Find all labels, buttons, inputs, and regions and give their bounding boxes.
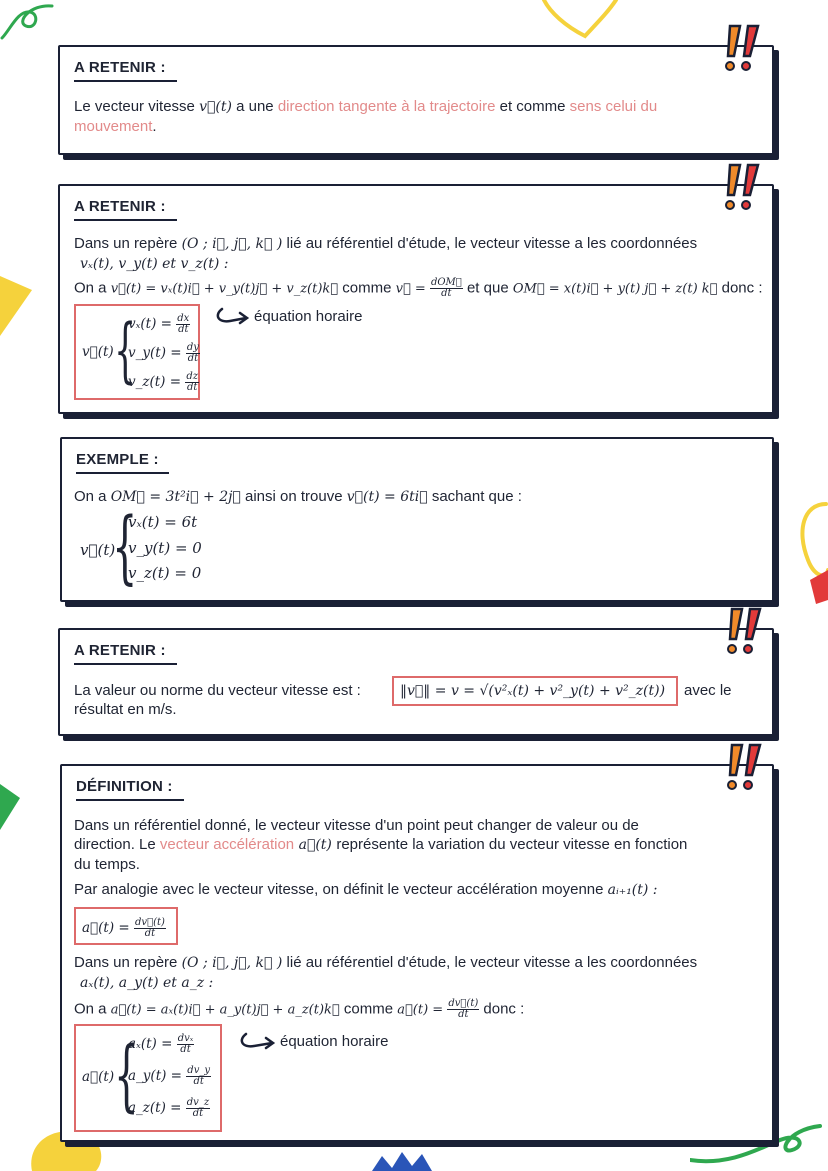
system-brace: { — [114, 309, 137, 391]
card-body-text: Dans un repère (O ; i⃗, j⃗, k⃗ ) lié au référentiel d'étude, le vecteur vitesse a les coordonnées vₓ(t), v_y(t) et v_z(t) : — [74, 235, 698, 272]
card-body-text: Dans un repère (O ; i⃗, j⃗, k⃗ ) lié au référentiel d'étude, le vecteur vitesse a les coordonnées aₓ(t), a_y(t) et a_z : — [74, 954, 698, 991]
equation-horaire-label: équation horaire — [280, 1033, 389, 1050]
decorative-shape-green-left — [0, 784, 22, 832]
decorative-swirl-green-top-left — [0, 0, 60, 45]
exclamation-icon — [720, 24, 766, 74]
norme-formula-box: ‖v⃗‖ = v = √(v²ₓ(t) + v²_y(t) + v²_z(t)) — [392, 676, 678, 706]
exclamation-icon — [722, 743, 768, 793]
card-body-text: On a OM⃗ = 3t²i⃗ + 2j⃗ ainsi on trouve v⃗(t) = 6ti⃗ sachant que : — [74, 488, 522, 505]
heading-text: EXEMPLE : — [76, 451, 159, 468]
card-body-text: Par analogie avec le vecteur vitesse, on définit le vecteur accélération moyenne aᵢ₊₁(t) : — [74, 881, 658, 898]
card-formula-line: On a a⃗(t) = aₓ(t)i⃗ + a_y(t)j⃗ + a_z(t)k⃗ comme a⃗(t) = $\frac{dv⃗(t)}{dt}$ donc : — [74, 998, 525, 1020]
system-row: v_z(t) = $\frac{dz}{dt}$ — [128, 371, 199, 393]
system-row: a_z(t) = $\frac{dv\_z}{dt}$ — [128, 1097, 210, 1119]
system-row: vₓ(t) = $\frac{dx}{dt}$ — [128, 313, 190, 335]
card-heading — [76, 778, 173, 801]
decorative-shape-red-right — [808, 570, 828, 606]
card-body-text: avec le — [684, 682, 732, 699]
system-brace: { — [112, 500, 138, 593]
system-brace: { — [114, 1031, 139, 1121]
card-heading — [74, 198, 166, 221]
acceleration-system-box — [74, 1024, 222, 1132]
heading-text: A RETENIR : — [74, 642, 166, 659]
card-heading — [76, 451, 159, 474]
card-retenir-direction — [58, 45, 774, 155]
card-formula-line: On a v⃗(t) = vₓ(t)i⃗ + v_y(t)j⃗ + v_z(t)k⃗ comme v⃗ = $\frac{\text{dOM⃗}}{dt}$ et que OM⃗ = x(t)i⃗ + y(t) j⃗ + z(t) k⃗ donc : — [74, 277, 763, 299]
card-retenir-coordonnees — [58, 184, 774, 414]
card-body-text: Dans un référentiel donné, le vecteur vitesse d'un point peut changer de valeur ou de direction. Le vecteur accélération a⃗(t) représente la variation du vecteur vitesse en fonction du temps. — [74, 817, 688, 873]
decorative-heart-yellow-top — [540, 0, 620, 40]
card-exemple — [60, 437, 774, 602]
card-heading — [74, 642, 166, 665]
heading-text: A RETENIR : — [74, 59, 166, 76]
system-lhs: v⃗(t) — [80, 541, 116, 559]
decorative-triangle-yellow-left — [0, 270, 34, 340]
decorative-zigzag-blue-bottom — [372, 1148, 432, 1171]
card-heading — [74, 59, 166, 82]
velocity-system-box — [74, 304, 200, 400]
exclamation-icon — [720, 163, 766, 213]
card-retenir-norme — [58, 628, 774, 736]
equation-horaire-label: équation horaire — [254, 308, 363, 325]
curved-arrow-icon — [238, 1032, 278, 1052]
curved-arrow-icon — [214, 307, 250, 327]
card-body-text: La valeur ou norme du vecteur vitesse est : — [74, 682, 361, 699]
system-row: v_y(t) = $\frac{dy}{dt}$ — [128, 342, 199, 364]
system-lhs: a⃗(t) — [82, 1069, 115, 1085]
card-body-text: Le vecteur vitesse v⃗(t) a une direction tangente à la trajectoire et comme sens celui du mouvement. — [74, 98, 658, 135]
acceleration-definition-box: a⃗(t) = $\frac{dv⃗(t)}{dt}$ — [74, 907, 178, 945]
system-lhs: v⃗(t) — [82, 344, 114, 360]
card-body-text: résultat en m/s. — [74, 701, 177, 718]
system-row: v_y(t) = 0 — [128, 539, 202, 557]
system-row: v_z(t) = 0 — [128, 564, 202, 582]
heading-text: DÉFINITION : — [76, 778, 173, 795]
exclamation-icon — [722, 607, 768, 657]
decorative-loop-yellow-right — [790, 500, 828, 590]
heading-text: A RETENIR : — [74, 198, 166, 215]
system-row: aₓ(t) = $\frac{\text{dvₓ}}{dt}$ — [128, 1033, 194, 1055]
system-row: a_y(t) = $\frac{dv\_y}{dt}$ — [128, 1065, 210, 1087]
card-definition-acceleration — [60, 764, 774, 1142]
system-row: vₓ(t) = 6t — [128, 513, 198, 531]
